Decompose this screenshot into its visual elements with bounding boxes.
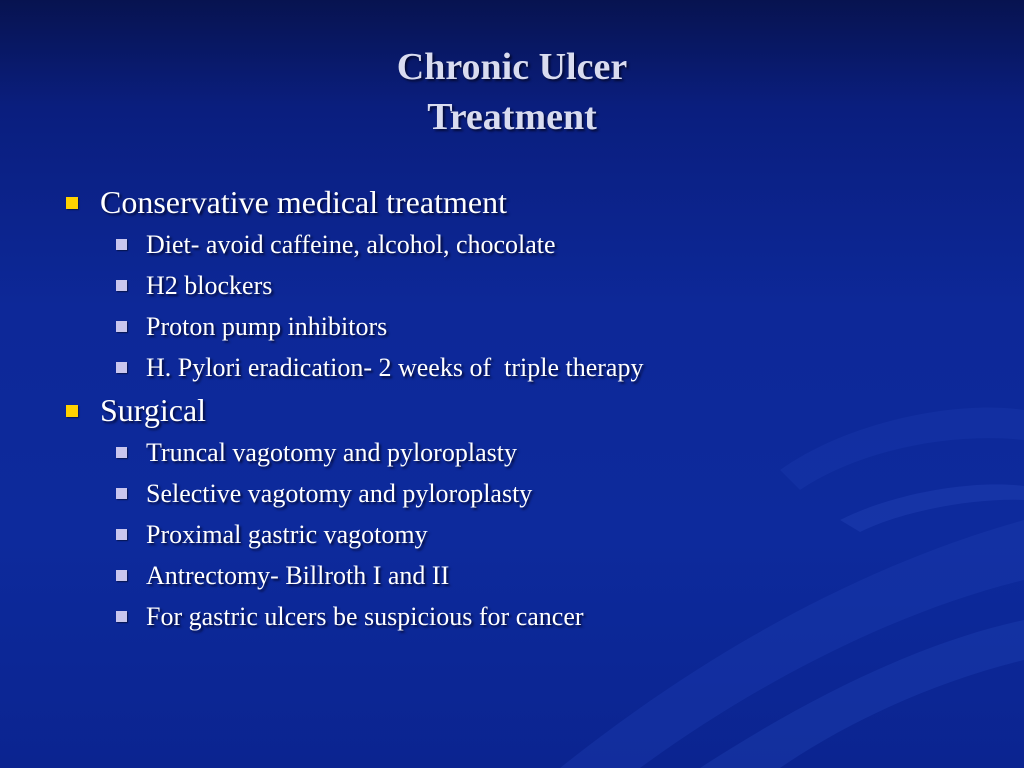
square-bullet-icon xyxy=(116,488,127,499)
bullet-label: Conservative medical treatment xyxy=(100,184,507,220)
sub-bullet-antrectomy xyxy=(62,555,982,596)
sub-bullet-h-pylori xyxy=(62,347,982,388)
square-bullet-icon xyxy=(116,529,127,540)
sub-bullet-label: Proximal gastric vagotomy xyxy=(146,520,428,549)
square-bullet-icon xyxy=(116,447,127,458)
sub-bullet-diet xyxy=(62,224,982,265)
sub-bullet-truncal-vagotomy xyxy=(62,432,982,473)
sub-bullet-h2-blockers xyxy=(62,265,982,306)
sub-bullet-label: Selective vagotomy and pyloroplasty xyxy=(146,479,533,508)
sub-bullet-label: H. Pylori eradication- 2 weeks of triple therapy xyxy=(146,353,644,382)
sub-bullet-label: H2 blockers xyxy=(146,271,273,300)
sub-bullet-gastric-ulcer-cancer xyxy=(62,596,982,637)
bullet-list xyxy=(62,180,982,637)
square-bullet-icon xyxy=(66,405,78,417)
title-line-2: Treatment xyxy=(427,96,597,138)
sub-bullet-label: Proton pump inhibitors xyxy=(146,312,388,341)
square-bullet-icon xyxy=(116,362,127,373)
square-bullet-icon xyxy=(116,280,127,291)
sub-bullet-label: Truncal vagotomy and pyloroplasty xyxy=(146,438,517,467)
sub-bullet-label: Diet- avoid caffeine, alcohol, chocolate xyxy=(146,230,556,259)
square-bullet-icon xyxy=(116,570,127,581)
sub-bullet-proximal-gastric xyxy=(62,514,982,555)
sub-bullet-selective-vagotomy xyxy=(62,473,982,514)
sub-bullet-label: Antrectomy- Billroth I and II xyxy=(146,561,450,590)
square-bullet-icon xyxy=(116,239,127,250)
square-bullet-icon xyxy=(116,321,127,332)
bullet-conservative-treatment xyxy=(62,180,982,224)
square-bullet-icon xyxy=(116,611,127,622)
square-bullet-icon xyxy=(66,197,78,209)
sub-bullet-label: For gastric ulcers be suspicious for cancer xyxy=(146,602,584,631)
slide-title xyxy=(0,42,1024,142)
bullet-label: Surgical xyxy=(100,392,207,428)
bullet-surgical xyxy=(62,388,982,432)
title-line-1: Chronic Ulcer xyxy=(396,46,628,88)
sub-bullet-proton-pump xyxy=(62,306,982,347)
